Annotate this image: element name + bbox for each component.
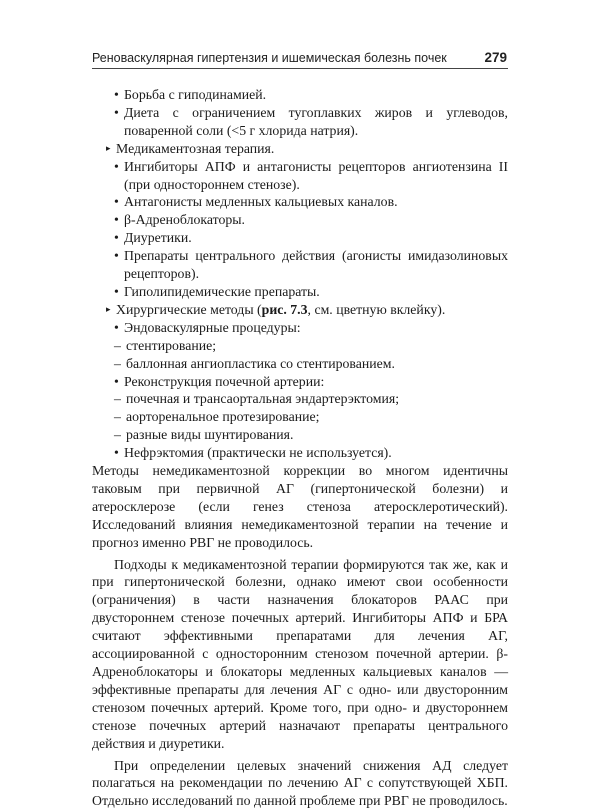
dash-marker: – xyxy=(114,427,121,443)
dash-marker: – xyxy=(114,409,121,425)
list-item xyxy=(92,86,508,104)
list-item-text: разные виды шунтирования. xyxy=(126,427,294,443)
header-rule xyxy=(92,68,508,69)
list-item xyxy=(92,444,508,462)
list-item-text: Диуретики. xyxy=(124,230,192,246)
list-item-text: Диета с ограничением тугоплавких жиров и углеводов, поваренной соли (<5 г хлорида натрия). xyxy=(124,104,508,138)
bullet-marker: • xyxy=(114,373,119,389)
list-item xyxy=(92,426,508,444)
running-head xyxy=(92,50,507,65)
list-item-text: Ингибиторы АПФ и антагонисты рецепторов ангиотензина II (при одностороннем стенозе). xyxy=(124,158,508,192)
list-item xyxy=(92,319,508,337)
list-item xyxy=(92,301,508,319)
list-item-text: Нефрэктомия (практически не используется). xyxy=(124,445,392,461)
list-item-text xyxy=(116,301,508,319)
dash-marker: – xyxy=(114,337,121,353)
triangle-marker-icon: ▸ xyxy=(106,303,111,314)
list-item xyxy=(92,390,508,408)
paragraph: Подходы к медикаментозной терапии формируются так же, как и при гипертонической болезни, однако имеют свои особенности (ограничения) в части назначения блокаторов РААС при двустороннем стенозе почечных артерий. Ингибиторы АПФ и БРА считают эффективными препаратами для лечения АГ, ассоциированной с односторонним стенозом почечной артерии. β-Адреноблокаторы и блокаторы медленных кальциевых каналов — эффективные препараты для лечения АГ с одно- или двусторонним стенозом почечных артерий. Кроме того, при одно- и двустороннем стенозе почечных артерий назначают препараты центрального действия и диуретики. xyxy=(92,556,508,751)
bullet-marker: • xyxy=(114,212,119,228)
list-item-text: Антагонисты медленных кальциевых каналов. xyxy=(124,194,398,210)
list-item-text: Медикаментозная терапия. xyxy=(116,140,275,156)
list-item-text-end: , см. цветную вклейку). xyxy=(307,301,446,317)
list-item-text: Эндоваскулярные процедуры: xyxy=(124,319,301,335)
body-text xyxy=(92,86,508,810)
list-item-text-start: Хирургические методы ( xyxy=(116,301,262,317)
figure-reference: рис. 7.3 xyxy=(261,301,308,317)
bullet-marker: • xyxy=(114,104,119,120)
bullet-marker: • xyxy=(114,87,119,102)
list-item xyxy=(92,193,508,211)
list-item-text: Гиполипидемические препараты. xyxy=(124,283,320,299)
list-item xyxy=(92,140,508,158)
bullet-marker: • xyxy=(114,319,119,335)
bullet-marker: • xyxy=(114,158,119,174)
list-item xyxy=(92,408,508,426)
bullet-marker: • xyxy=(114,194,119,210)
triangle-marker-icon: ▸ xyxy=(106,142,111,153)
paragraph: Методы немедикаментозной коррекции во многом идентичны таковым при первичной АГ (гипертонической болезни) и атеросклерозе (если генез стеноза атеросклеротический). Исследований влияния немедикаментозной терапии на течение и прогноз именно РВГ не проводилось. xyxy=(92,463,508,550)
list-item xyxy=(92,104,508,140)
list-item xyxy=(92,337,508,355)
list-item-text: аорторенальное протезирование; xyxy=(126,409,320,425)
bullet-marker: • xyxy=(114,248,119,264)
bullet-marker: • xyxy=(114,230,119,246)
list-item-text: баллонная ангиопластика со стентированием. xyxy=(126,355,395,371)
list-item xyxy=(92,355,508,373)
list-item-text: Препараты центрального действия (агонисты имидазолиновых рецепторов). xyxy=(124,248,508,282)
list-item xyxy=(92,283,508,301)
list-item-text: почечная и трансаортальная эндартерэктомия; xyxy=(126,391,400,407)
list-item xyxy=(92,229,508,247)
dash-marker: – xyxy=(114,391,121,407)
list-item xyxy=(92,373,508,391)
list-item-text: β-Адреноблокаторы. xyxy=(124,212,245,228)
list-item-text: Борьба с гиподинамией. xyxy=(124,87,267,102)
bullet-marker: • xyxy=(114,283,119,299)
treatment-list xyxy=(92,86,508,462)
list-item xyxy=(92,158,508,194)
list-item-text: Реконструкция почечной артерии: xyxy=(124,373,325,389)
list-item xyxy=(92,247,508,283)
dash-marker: – xyxy=(114,355,121,371)
page-number: 279 xyxy=(484,50,507,65)
list-item xyxy=(92,211,508,229)
paragraph: При определении целевых значений снижения АД следует полагаться на рекомендации по лечению АГ с сопутствующей ХБП. Отдельно исследований по данной проблеме при РВГ не проводилось. xyxy=(92,757,508,809)
bullet-marker: • xyxy=(114,445,119,461)
list-item-text: стентирование; xyxy=(126,337,217,353)
running-title: Реноваскулярная гипертензия и ишемическая болезнь почек xyxy=(92,51,447,65)
